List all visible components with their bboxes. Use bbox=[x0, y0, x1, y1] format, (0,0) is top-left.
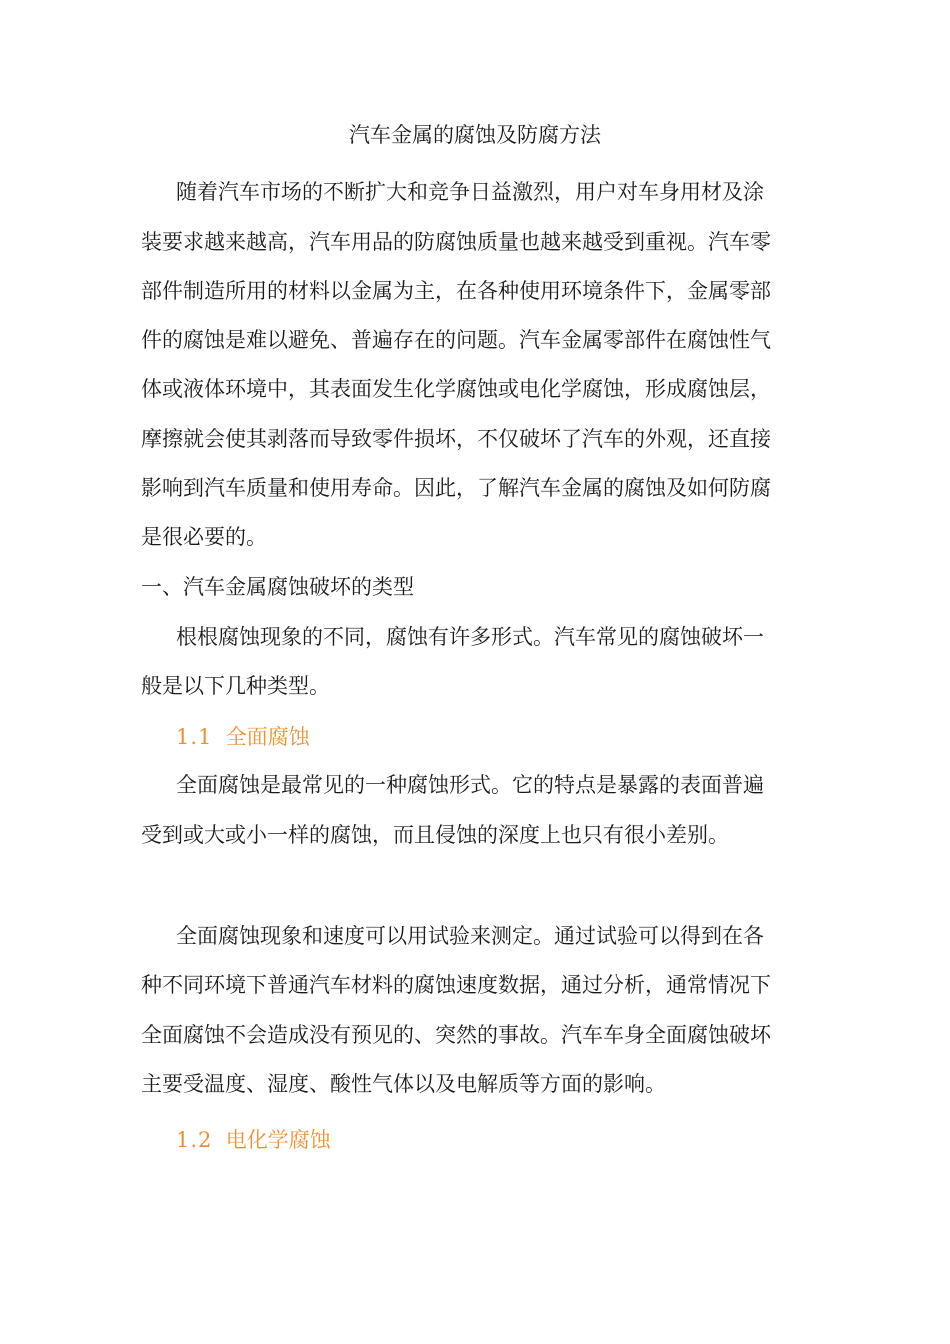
section-1-intro-line-1: 根根腐蚀现象的不同，腐蚀有许多形式。汽车常见的腐蚀破坏一 bbox=[176, 625, 764, 649]
subsection-number: 1.2 bbox=[176, 1128, 213, 1152]
sub1-para2-line-1: 全面腐蚀现象和速度可以用试验来测定。通过试验可以得到在各 bbox=[176, 924, 764, 948]
subsection-number: 1.1 bbox=[176, 725, 213, 749]
sub1-para2-line-3: 全面腐蚀不会造成没有预见的、突然的事故。汽车车身全面腐蚀破坏 bbox=[141, 1023, 771, 1047]
intro-line-2: 装要求越来越高，汽车用品的防腐蚀质量也越来越受到重视。汽车零 bbox=[141, 230, 771, 254]
intro-line-8: 是很必要的。 bbox=[141, 525, 267, 549]
sub1-para2-line-4: 主要受温度、湿度、酸性气体以及电解质等方面的影响。 bbox=[141, 1072, 666, 1096]
subsection-1-2-heading bbox=[176, 1125, 331, 1155]
subsection-1-1-heading bbox=[176, 722, 310, 752]
sub1-para1-line-1: 全面腐蚀是最常见的一种腐蚀形式。它的特点是暴露的表面普遍 bbox=[176, 773, 764, 797]
intro-line-1: 随着汽车市场的不断扩大和竞争日益激烈，用户对车身用材及涂 bbox=[176, 180, 764, 204]
sub1-para1-line-2: 受到或大或小一样的腐蚀，而且侵蚀的深度上也只有很小差别。 bbox=[141, 823, 729, 847]
intro-line-3: 部件制造所用的材料以金属为主，在各种使用环境条件下，金属零部 bbox=[141, 279, 771, 303]
intro-line-5: 体或液体环境中，其表面发生化学腐蚀或电化学腐蚀，形成腐蚀层， bbox=[141, 377, 771, 401]
section-1-heading: 一、汽车金属腐蚀破坏的类型 bbox=[141, 575, 414, 599]
intro-line-6: 摩擦就会使其剥落而导致零件损坏，不仅破坏了汽车的外观，还直接 bbox=[141, 427, 771, 451]
intro-line-7: 影响到汽车质量和使用寿命。因此，了解汽车金属的腐蚀及如何防腐 bbox=[141, 476, 771, 500]
document-title: 汽车金属的腐蚀及防腐方法 bbox=[349, 123, 601, 147]
intro-line-4: 件的腐蚀是难以避免、普遍存在的问题。汽车金属零部件在腐蚀性气 bbox=[141, 328, 771, 352]
section-1-intro-line-2: 般是以下几种类型。 bbox=[141, 674, 330, 698]
subsection-title: 全面腐蚀 bbox=[225, 725, 310, 749]
subsection-title: 电化学腐蚀 bbox=[225, 1128, 331, 1152]
sub1-para2-line-2: 种不同环境下普通汽车材料的腐蚀速度数据，通过分析，通常情况下 bbox=[141, 973, 771, 997]
